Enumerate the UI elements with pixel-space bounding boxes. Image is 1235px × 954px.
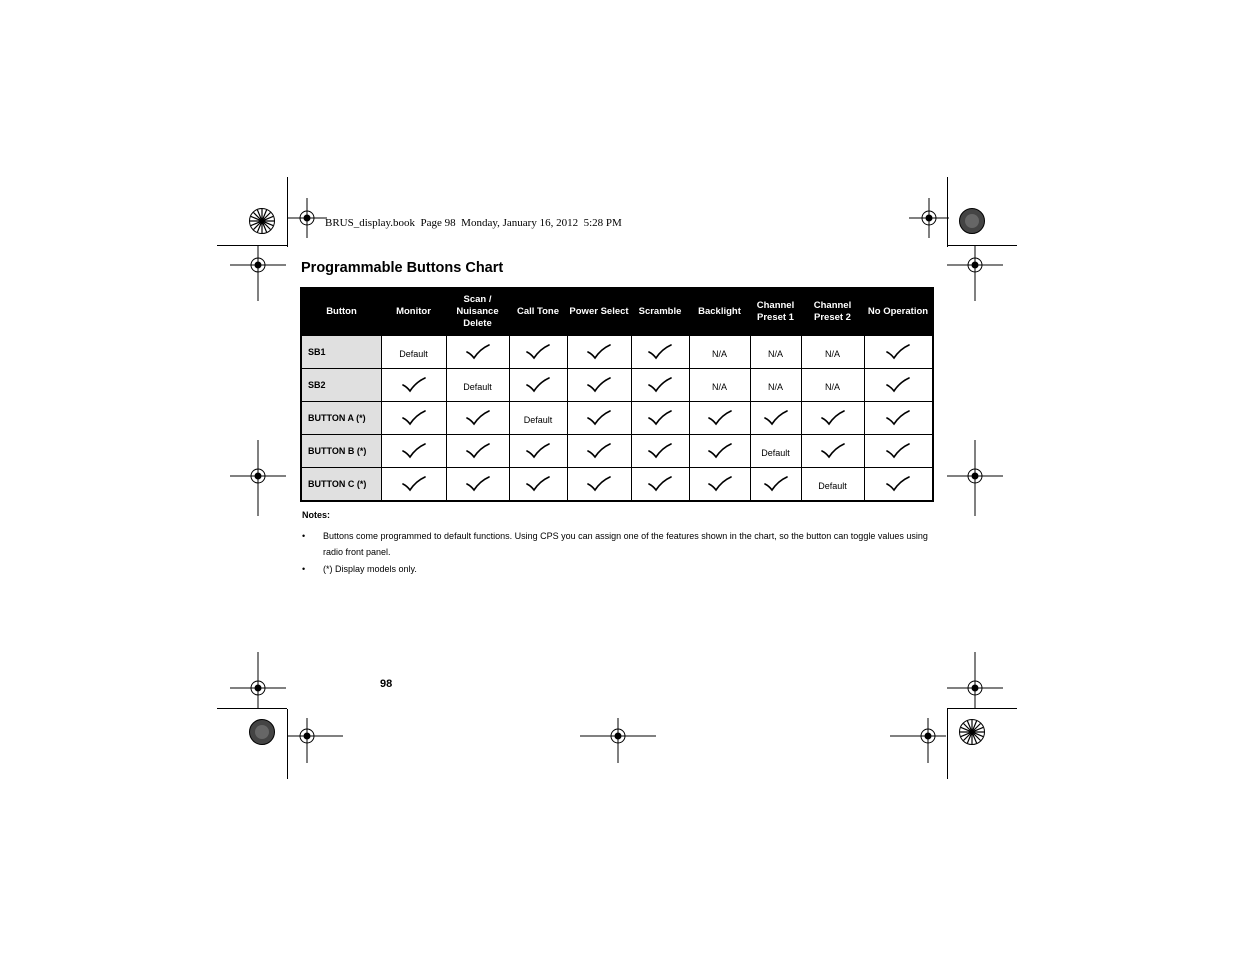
starburst-mark-icon [249, 719, 275, 745]
checkmark-icon [885, 476, 911, 492]
table-cell [567, 336, 631, 369]
table-cell [801, 435, 864, 468]
cell-text: N/A [711, 349, 727, 359]
table-cell [631, 369, 689, 402]
table-cell [801, 402, 864, 435]
checkmark-icon [707, 443, 733, 459]
column-header: Scan / Nuisance Delete [446, 288, 509, 336]
table-cell [750, 402, 801, 435]
registration-mark-icon [947, 652, 1003, 708]
registration-mark-icon [909, 198, 949, 238]
table-cell [567, 468, 631, 502]
checkmark-icon [525, 443, 551, 459]
note-item [302, 561, 934, 577]
table-cell [864, 336, 933, 369]
checkmark-icon [707, 476, 733, 492]
column-header: Channel Preset 2 [801, 288, 864, 336]
registration-mark-icon [947, 440, 1003, 516]
table-cell [567, 435, 631, 468]
checkmark-icon [586, 443, 612, 459]
registration-mark-icon [230, 440, 286, 516]
registration-mark-icon [230, 245, 286, 301]
checkmark-icon [525, 344, 551, 360]
checkmark-icon [885, 344, 911, 360]
registration-mark-icon [287, 718, 343, 763]
table-row [301, 402, 933, 435]
table-cell [631, 402, 689, 435]
registration-mark-icon [947, 245, 1003, 301]
cell-text: Default [523, 415, 553, 425]
table-cell [864, 402, 933, 435]
cell-text: N/A [824, 349, 840, 359]
table-cell [381, 402, 446, 435]
table-cell [801, 468, 864, 502]
checkmark-icon [401, 476, 427, 492]
cell-text: N/A [824, 382, 840, 392]
table-cell [509, 468, 567, 502]
row-label: SB2 [301, 369, 381, 402]
table-row [301, 336, 933, 369]
cell-text: N/A [767, 382, 783, 392]
checkmark-icon [465, 344, 491, 360]
starburst-mark-icon [249, 208, 275, 234]
checkmark-icon [586, 377, 612, 393]
crop-line [947, 709, 948, 779]
table-cell [689, 369, 750, 402]
crop-line [947, 708, 1017, 709]
table-cell [864, 369, 933, 402]
table-cell [381, 336, 446, 369]
book-header-line: BRUS_display.book Page 98 Monday, January 16, 2012 5:28 PM [325, 217, 622, 229]
table-cell [750, 435, 801, 468]
checkmark-icon [820, 443, 846, 459]
checkmark-icon [647, 377, 673, 393]
checkmark-icon [525, 377, 551, 393]
cell-text: Default [761, 448, 790, 458]
row-label: BUTTON B (*) [301, 435, 381, 468]
checkmark-icon [647, 344, 673, 360]
cell-text: Default [399, 349, 428, 359]
bullet: • [302, 531, 306, 541]
starburst-mark-icon [959, 719, 985, 745]
table-cell [750, 336, 801, 369]
table-row [301, 468, 933, 502]
column-header: Backlight [689, 288, 750, 336]
checkmark-icon [763, 410, 789, 426]
table-cell [689, 402, 750, 435]
table-row [301, 435, 933, 468]
column-header: Monitor [381, 288, 446, 336]
notes-title: Notes: [302, 510, 331, 520]
table-cell [631, 468, 689, 502]
table-cell [689, 336, 750, 369]
checkmark-icon [586, 344, 612, 360]
table-cell [631, 336, 689, 369]
checkmark-icon [465, 443, 491, 459]
checkmark-icon [465, 476, 491, 492]
table-cell [689, 435, 750, 468]
checkmark-icon [647, 476, 673, 492]
table-cell [446, 468, 509, 502]
column-header: Button [301, 288, 381, 336]
table-cell [509, 402, 567, 435]
checkmark-icon [401, 410, 427, 426]
cell-text: Default [818, 481, 847, 491]
checkmark-icon [647, 410, 673, 426]
programmable-buttons-table [300, 287, 934, 502]
table-cell [446, 435, 509, 468]
cell-text: N/A [711, 382, 727, 392]
checkmark-icon [525, 476, 551, 492]
note-item [302, 528, 934, 560]
checkmark-icon [401, 443, 427, 459]
page-number: 98 [380, 678, 393, 690]
table-cell [801, 369, 864, 402]
table-cell [750, 468, 801, 502]
column-header: Call Tone [509, 288, 567, 336]
note-text: Buttons come programmed to default functions. Using CPS you can assign one of the features shown in the chart, so the button can toggle values using radio front panel. [323, 531, 928, 557]
table-cell [567, 369, 631, 402]
checkmark-icon [647, 443, 673, 459]
cell-text: Default [463, 382, 492, 392]
page-title: Programmable Buttons Chart [301, 260, 504, 276]
checkmark-icon [707, 410, 733, 426]
registration-mark-icon [580, 718, 656, 763]
column-header: Scramble [631, 288, 689, 336]
table-cell [509, 369, 567, 402]
table-cell [381, 369, 446, 402]
table-cell [381, 435, 446, 468]
checkmark-icon [763, 476, 789, 492]
crop-line [217, 708, 287, 709]
checkmark-icon [885, 377, 911, 393]
checkmark-icon [586, 476, 612, 492]
table-cell [750, 369, 801, 402]
checkmark-icon [885, 410, 911, 426]
checkmark-icon [885, 443, 911, 459]
table-row [301, 369, 933, 402]
registration-mark-icon [890, 718, 946, 763]
column-header: No Operation [864, 288, 933, 336]
note-text: (*) Display models only. [323, 564, 417, 574]
table-cell [801, 336, 864, 369]
table-cell [631, 435, 689, 468]
column-header: Channel Preset 1 [750, 288, 801, 336]
registration-mark-icon [230, 652, 286, 708]
table-cell [446, 369, 509, 402]
checkmark-icon [465, 410, 491, 426]
column-header: Power Select [567, 288, 631, 336]
cell-text: N/A [767, 349, 783, 359]
table-cell [509, 336, 567, 369]
registration-mark-icon [287, 198, 327, 238]
table-cell [381, 468, 446, 502]
checkmark-icon [401, 377, 427, 393]
row-label: SB1 [301, 336, 381, 369]
table-cell [864, 435, 933, 468]
table-cell [446, 402, 509, 435]
row-label: BUTTON C (*) [301, 468, 381, 502]
row-label: BUTTON A (*) [301, 402, 381, 435]
table-cell [567, 402, 631, 435]
table-header-row [301, 288, 933, 336]
checkmark-icon [586, 410, 612, 426]
table-cell [446, 336, 509, 369]
table-cell [689, 468, 750, 502]
starburst-mark-icon [959, 208, 985, 234]
checkmark-icon [820, 410, 846, 426]
table-cell [509, 435, 567, 468]
bullet: • [302, 564, 306, 574]
table-cell [864, 468, 933, 502]
